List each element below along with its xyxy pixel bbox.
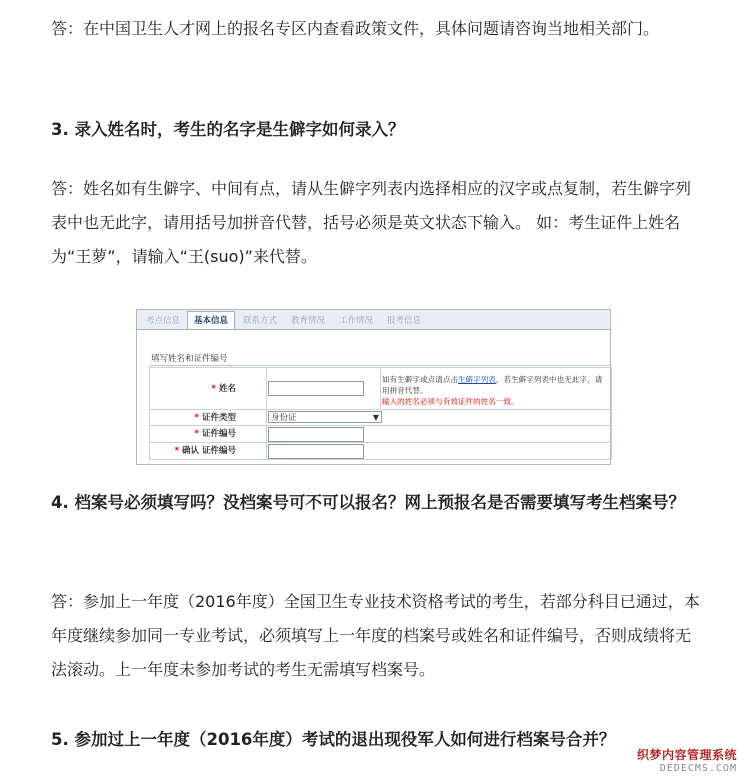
- form-grid: [149, 367, 612, 460]
- form-section-title: 填写姓名和证件编号: [151, 354, 228, 364]
- rare-char-list-link[interactable]: 生僻字列表: [457, 375, 496, 384]
- row-id-type: [150, 410, 611, 426]
- required-star: *: [194, 429, 199, 439]
- name-input[interactable]: [268, 381, 364, 396]
- answer-3: 答：姓名如有生僻字、中间有点，请从生僻字列表内选择相应的汉字或点复制，若生僻字列表中也无此字，请用括号加拼音代替，括号必须是英文状态下输入。 如：考生证件上姓名为“王萝”，请输入“王(suo)”来代替。: [51, 179, 692, 266]
- question-5: 5. 参加过上一年度（2016年度）考试的退出现役军人如何进行档案号合并？: [51, 730, 616, 749]
- tab-exam-site[interactable]: 考点信息: [145, 316, 180, 326]
- column-divider: [380, 368, 381, 409]
- name-warning: 输入的姓名必须与有效证件的姓名一致。: [382, 397, 519, 406]
- row-id-number: [150, 426, 611, 443]
- confirm-idno-label: * 确认 证件编号: [150, 443, 267, 459]
- tab-work[interactable]: 工作情况: [338, 316, 373, 326]
- name-hint: 如有生僻字或点请点击生僻字列表，若生僻字列表中也无此字，请用拼音代替。 输入的姓名必须与有效证件的姓名一致。: [382, 375, 603, 406]
- form-tab-bar: [137, 310, 610, 330]
- site-watermark: 织梦内容管理系统 DEDECMS.COM: [636, 748, 737, 774]
- idtype-label: * 证件类型: [150, 410, 267, 425]
- tab-contact[interactable]: 联系方式: [242, 316, 277, 326]
- required-star: *: [194, 413, 199, 423]
- idtype-select[interactable]: 身份证 ▼: [268, 411, 382, 423]
- answer-previous: 答：在中国卫生人才网上的报名专区内查看政策文件，具体问题请咨询当地相关部门。: [51, 19, 660, 38]
- tab-education[interactable]: 教育情况: [290, 316, 325, 326]
- registration-form-screenshot: [136, 309, 611, 465]
- confirm-idno-input[interactable]: [268, 444, 364, 459]
- row-confirm-id: [150, 443, 611, 459]
- question-3: 3. 录入姓名时，考生的名字是生僻字如何录入？: [51, 120, 405, 139]
- idno-input[interactable]: [268, 427, 364, 442]
- tab-basic-info[interactable]: 基本信息: [187, 311, 235, 329]
- required-star: *: [174, 446, 180, 456]
- tab-exam-info[interactable]: 报考信息: [386, 316, 421, 326]
- row-name: [150, 368, 611, 410]
- name-label: * 姓名: [150, 368, 267, 409]
- idno-label: * 证件编号: [150, 426, 267, 442]
- chevron-down-icon: ▼: [372, 413, 379, 422]
- required-star: *: [211, 384, 216, 394]
- section-divider: [149, 365, 612, 366]
- answer-4: 答：参加上一年度（2016年度）全国卫生专业技术资格考试的考生，若部分科目已通过，本年度继续参加同一专业考试，必须填写上一年度的档案号或姓名和证件编号，否则成绩将无法滚动。上一年度未参加考试的考生无需填写档案号。: [51, 592, 700, 679]
- question-4: 4. 档案号必须填写吗？没档案号可不可以报名？网上预报名是否需要填写考生档案号？: [51, 493, 685, 512]
